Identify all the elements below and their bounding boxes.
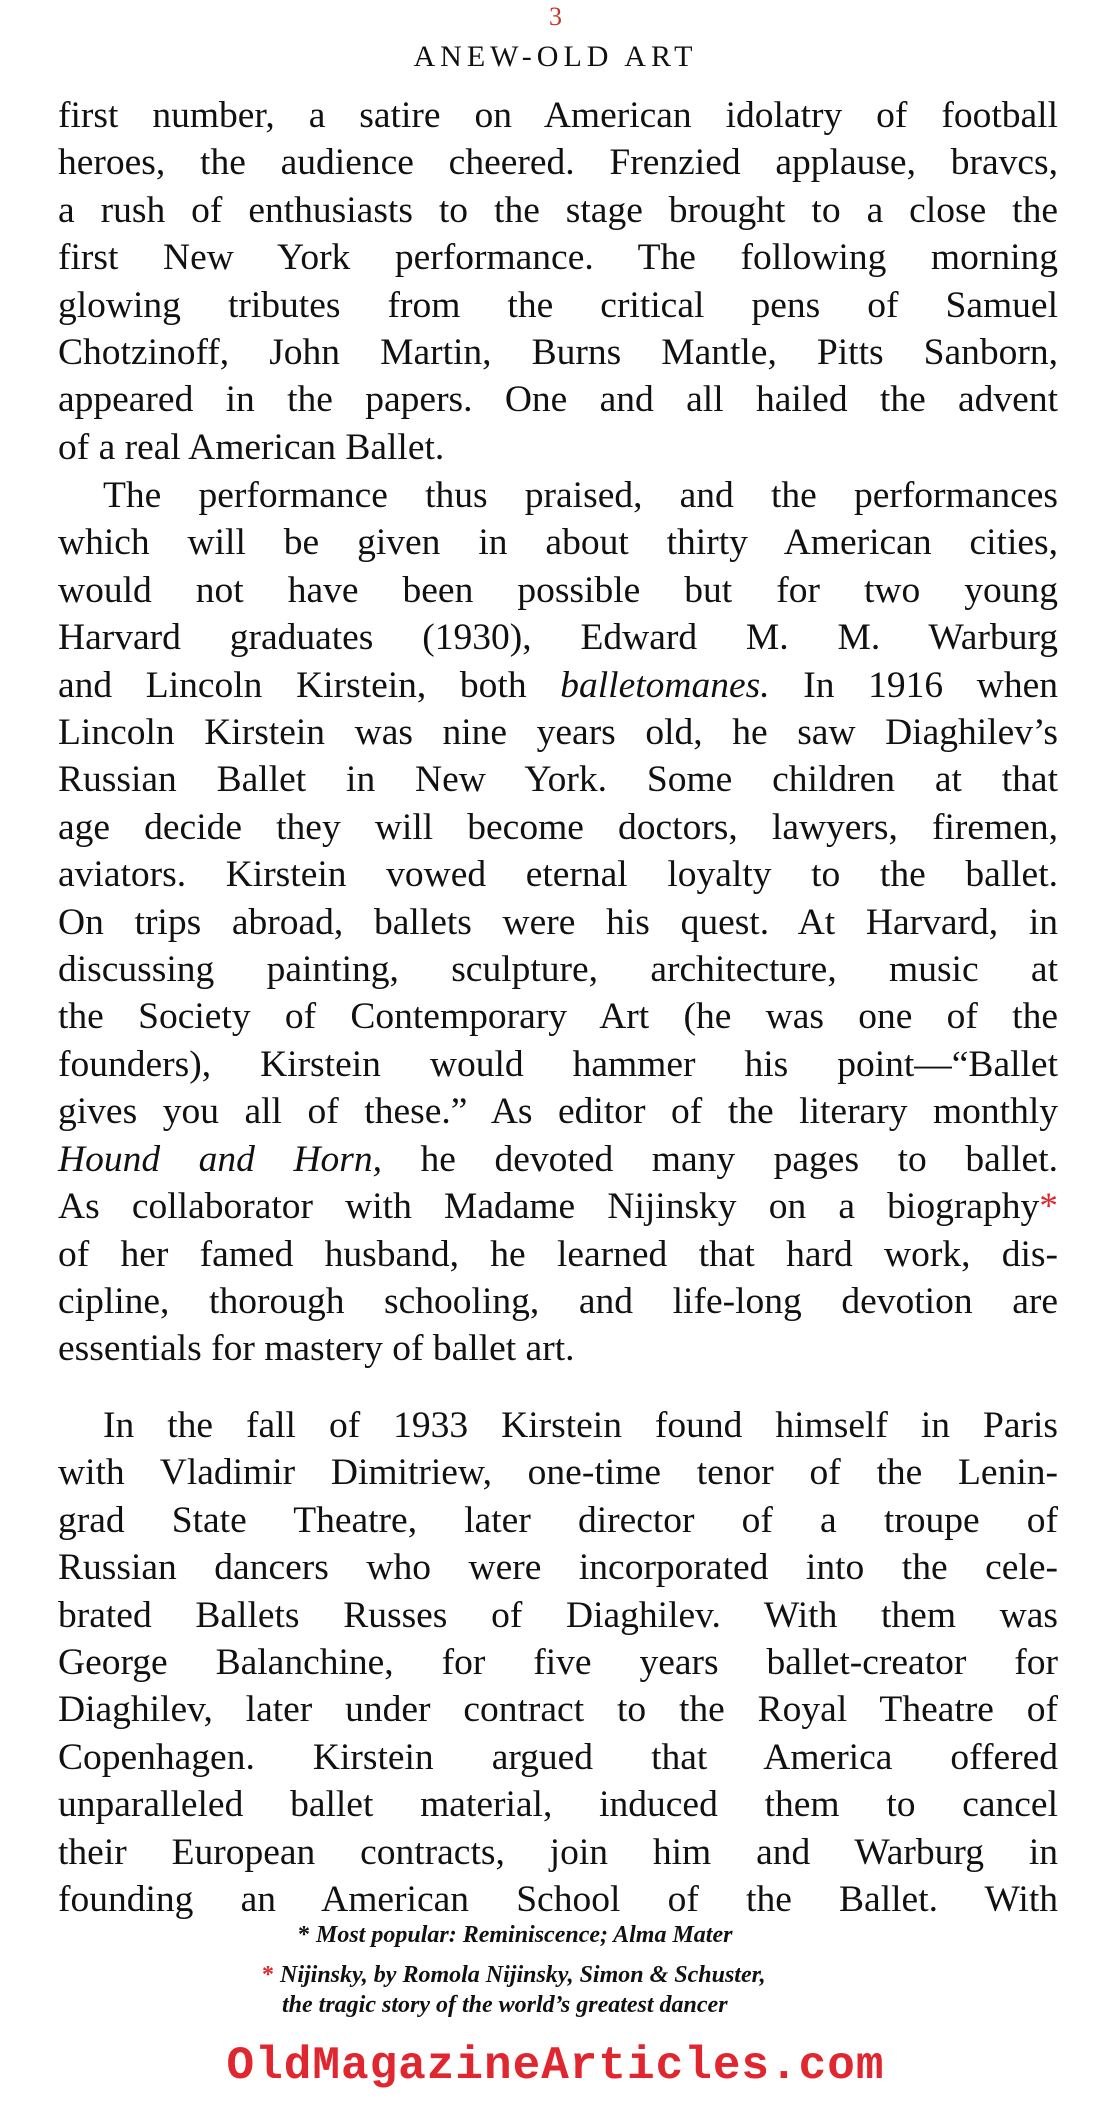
- text-line: Copenhagen. Kirstein argued that America offered: [58, 1736, 1058, 1778]
- text-line: first number, a satire on American idolatry of football: [58, 95, 1058, 136]
- text-line: which will be given in about thirty American cities,: [58, 522, 1058, 564]
- text-line: and Lincoln Kirstein, both balletomanes. In 1916 when: [58, 664, 1058, 706]
- text-line: As collaborator with Madame Nijinsky on a biography*: [58, 1186, 1058, 1228]
- text-line: with Vladimir Dimitriew, one-time tenor of the Lenin-: [58, 1452, 1058, 1494]
- text-line: George Balanchine, for five years ballet-creator for: [58, 1642, 1058, 1684]
- footnote-2-text-cont: the tragic story of the world’s greatest dancer: [282, 1992, 728, 2018]
- text-line: founding an American School of the Ballet. With: [58, 1879, 1058, 1921]
- text-line: of a real American Ballet.: [58, 426, 445, 468]
- text-line: the Society of Contemporary Art (he was one of the: [58, 996, 1058, 1038]
- footnote-2-text: Nijinsky, by Romola Nijinsky, Simon & Schuster,: [280, 1962, 766, 1988]
- text-line: In the fall of 1933 Kirstein found himself in Paris: [103, 1405, 1058, 1446]
- text-line: The performance thus praised, and the performances: [103, 475, 1058, 516]
- text-line: Lincoln Kirstein was nine years old, he saw Diaghilev’s: [58, 712, 1058, 754]
- text-line: gives you all of these.” As editor of the literary monthly: [58, 1091, 1058, 1133]
- watermark: OldMagazineArticles.com: [226, 2040, 885, 2092]
- text-line: Hound and Horn, he devoted many pages to ballet.: [58, 1138, 1058, 1180]
- text-line: appeared in the papers. One and all hailed the advent: [58, 379, 1058, 421]
- text-line: cipline, thorough schooling, and life-long devotion are: [58, 1280, 1058, 1322]
- text-line: Russian dancers who were incorporated into the cele-: [58, 1547, 1058, 1589]
- text-line: discussing painting, sculpture, architecture, music at: [58, 949, 1058, 991]
- footnote-marker: *: [1039, 1186, 1058, 1228]
- text-line: a rush of enthusiasts to the stage brought to a close the: [58, 189, 1058, 231]
- text-line: age decide they will become doctors, lawyers, firemen,: [58, 806, 1058, 848]
- text-line: first New York performance. The following morning: [58, 237, 1058, 279]
- text-line: Chotzinoff, John Martin, Burns Mantle, Pitts Sanborn,: [58, 332, 1058, 374]
- text-line: brated Ballets Russes of Diaghilev. With them was: [58, 1594, 1058, 1636]
- paragraph-2: [58, 472, 1058, 1373]
- text-line: aviators. Kirstein vowed eternal loyalty to the ballet.: [58, 854, 1058, 896]
- footnote-2: [262, 1960, 766, 2020]
- text-line: essentials for mastery of ballet art.: [58, 1328, 575, 1370]
- footnote-1: [298, 1920, 732, 1950]
- text-line: glowing tributes from the critical pens of Samuel: [58, 284, 1058, 326]
- text-line: On trips abroad, ballets were his quest. At Harvard, in: [58, 901, 1058, 943]
- text-line: founders), Kirstein would hammer his point—“Ballet: [58, 1043, 1058, 1085]
- text-line: Russian Ballet in New York. Some children at that: [58, 759, 1058, 801]
- paragraph-3: [58, 1402, 1058, 1923]
- paragraph-1: [58, 92, 1058, 471]
- text-line: their European contracts, join him and Warburg in: [58, 1831, 1058, 1873]
- text-line: of her famed husband, he learned that hard work, dis-: [58, 1233, 1058, 1275]
- footnote-1-text: Most popular: Reminiscence; Alma Mater: [316, 1922, 733, 1948]
- footnote-1-marker: *: [298, 1922, 310, 1948]
- text-line: heroes, the audience cheered. Frenzied applause, bravcs,: [58, 142, 1058, 184]
- footnote-2-marker: *: [262, 1962, 274, 1988]
- italic-term: balletomanes.: [560, 664, 770, 706]
- text-line: Harvard graduates (1930), Edward M. M. Warburg: [58, 617, 1058, 659]
- text-line: Diaghilev, later under contract to the Royal Theatre of: [58, 1689, 1058, 1731]
- page-number: 3: [549, 2, 562, 31]
- text-line: unparalleled ballet material, induced them to cancel: [58, 1784, 1058, 1826]
- text-line: would not have been possible but for two young: [58, 569, 1058, 611]
- text-line: grad State Theatre, later director of a troupe of: [58, 1499, 1058, 1541]
- italic-title: Hound and Horn,: [58, 1138, 382, 1180]
- running-head: ANEW-OLD ART: [413, 40, 698, 73]
